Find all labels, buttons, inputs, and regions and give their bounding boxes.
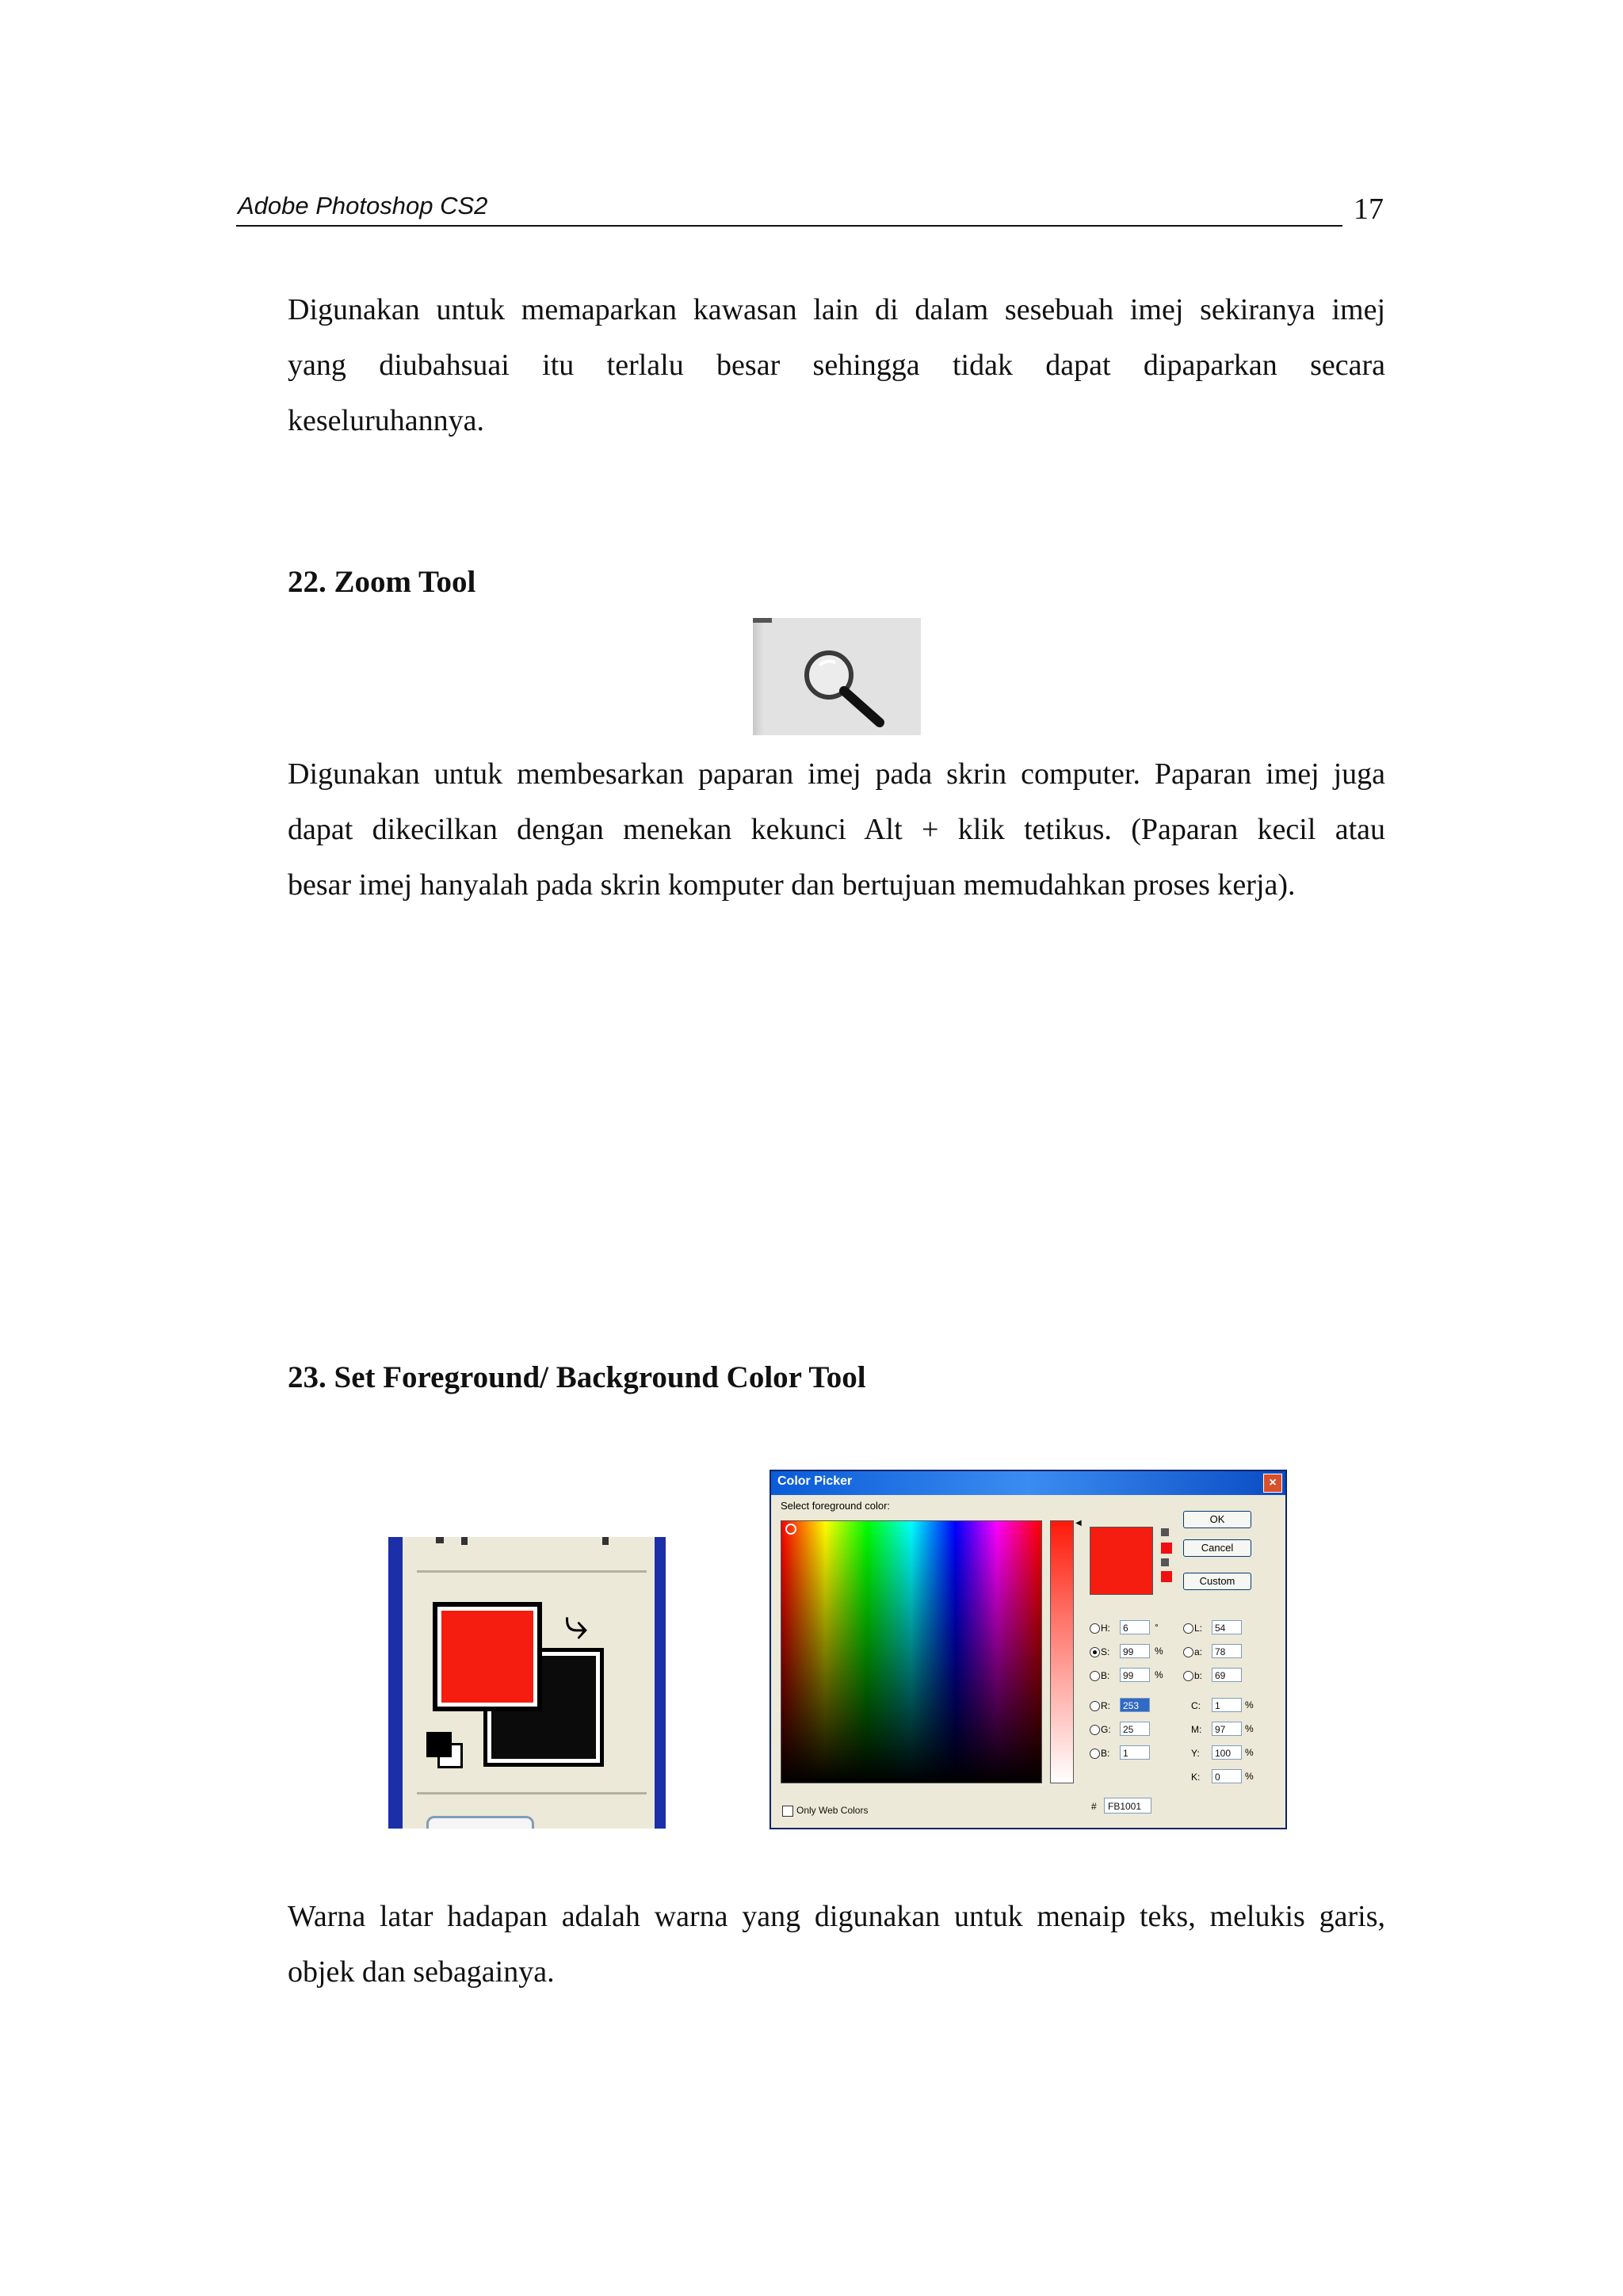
brightness-label: B: bbox=[1101, 1670, 1110, 1681]
hex-input[interactable]: FB1001 bbox=[1104, 1798, 1151, 1814]
saturation-input[interactable]: 99 bbox=[1120, 1644, 1150, 1658]
gamut-color-swatch[interactable] bbox=[1161, 1543, 1172, 1554]
window-border bbox=[655, 1537, 666, 1829]
window-border bbox=[388, 1537, 403, 1829]
brightness-unit: % bbox=[1155, 1669, 1163, 1680]
quick-mask-button[interactable] bbox=[426, 1816, 534, 1829]
saturation-label: S: bbox=[1101, 1646, 1110, 1657]
lab-a-label: a: bbox=[1194, 1646, 1203, 1657]
zoom-tool-paragraph bbox=[288, 746, 1385, 913]
yellow-label: Y: bbox=[1191, 1748, 1200, 1759]
text-line: dapat dikecilkan dengan menekan kekunci Alt + klik tetikus. (Paparan kecil atau bbox=[288, 813, 1385, 846]
tool-fragment bbox=[602, 1537, 609, 1545]
hue-unit: ° bbox=[1155, 1622, 1159, 1633]
close-icon[interactable]: × bbox=[1263, 1474, 1282, 1493]
lab-b-label: b: bbox=[1194, 1670, 1203, 1681]
color-field-marker[interactable] bbox=[785, 1524, 796, 1535]
radio-hue[interactable] bbox=[1090, 1623, 1100, 1634]
color-picker-dialog bbox=[769, 1470, 1287, 1829]
new-color-swatch bbox=[1090, 1527, 1153, 1595]
divider bbox=[417, 1570, 647, 1573]
yellow-unit: % bbox=[1245, 1747, 1254, 1758]
radio-blue[interactable] bbox=[1090, 1749, 1100, 1759]
cyan-input[interactable]: 1 bbox=[1212, 1698, 1242, 1712]
hue-slider[interactable] bbox=[1050, 1520, 1074, 1783]
only-web-colors-label: Only Web Colors bbox=[796, 1805, 869, 1816]
intro-paragraph bbox=[288, 282, 1385, 448]
cyan-label: C: bbox=[1191, 1700, 1201, 1711]
radio-green[interactable] bbox=[1090, 1725, 1100, 1735]
dialog-title: Color Picker bbox=[777, 1474, 853, 1488]
custom-button[interactable]: Custom bbox=[1183, 1573, 1251, 1590]
hex-label: # bbox=[1091, 1801, 1097, 1812]
hue-input[interactable]: 6 bbox=[1120, 1620, 1150, 1634]
radio-lab-l[interactable] bbox=[1183, 1623, 1193, 1634]
page-number: 17 bbox=[1354, 193, 1384, 226]
green-input[interactable]: 25 bbox=[1120, 1722, 1150, 1736]
lab-b-input[interactable]: 69 bbox=[1212, 1668, 1242, 1682]
text-line: Digunakan untuk memaparkan kawasan lain di dalam sesebuah imej sekiranya imej bbox=[288, 293, 1385, 326]
cancel-button[interactable]: Cancel bbox=[1183, 1539, 1251, 1557]
text-line: Warna latar hadapan adalah warna yang digunakan untuk menaip teks, melukis garis, bbox=[288, 1900, 1385, 1933]
swap-arrows-icon[interactable]: ⤷ bbox=[564, 1599, 589, 1649]
color-tool-heading: 23. Set Foreground/ Background Color Tool bbox=[288, 1360, 866, 1394]
text-line: objek dan sebagainya. bbox=[288, 1955, 555, 1989]
text-line: keseluruhannya. bbox=[288, 404, 484, 437]
saturation-unit: % bbox=[1155, 1646, 1163, 1657]
foreground-color-swatch[interactable] bbox=[433, 1602, 542, 1711]
magenta-label: M: bbox=[1191, 1724, 1202, 1735]
color-field[interactable] bbox=[781, 1520, 1042, 1783]
lab-a-input[interactable]: 78 bbox=[1212, 1644, 1242, 1658]
header-rule bbox=[236, 225, 1342, 227]
red-label: R: bbox=[1101, 1700, 1110, 1711]
web-safe-color-swatch[interactable] bbox=[1161, 1571, 1172, 1582]
tool-fragment bbox=[461, 1537, 468, 1545]
text-line: yang diubahsuai itu terlalu besar sehingga tidak dapat dipaparkan secara bbox=[288, 349, 1385, 382]
web-safe-warning-icon bbox=[1161, 1558, 1169, 1566]
slider-arrow-icon[interactable]: ◀ bbox=[1075, 1519, 1082, 1527]
ok-button[interactable]: OK bbox=[1183, 1511, 1251, 1528]
red-input[interactable]: 253 bbox=[1120, 1698, 1150, 1712]
brightness-input[interactable]: 99 bbox=[1120, 1668, 1150, 1682]
lab-l-input[interactable]: 54 bbox=[1212, 1620, 1242, 1634]
zoom-tool-heading: 22. Zoom Tool bbox=[288, 565, 476, 599]
text-line: besar imej hanyalah pada skrin komputer dan bertujuan memudahkan proses kerja). bbox=[288, 868, 1296, 902]
lab-l-label: L: bbox=[1194, 1623, 1203, 1634]
cyan-unit: % bbox=[1245, 1699, 1254, 1711]
yellow-input[interactable]: 100 bbox=[1212, 1745, 1242, 1760]
black-unit: % bbox=[1245, 1771, 1254, 1782]
hue-label: H: bbox=[1101, 1623, 1110, 1634]
default-colors-icon-front bbox=[426, 1732, 452, 1757]
radio-lab-a[interactable] bbox=[1183, 1647, 1193, 1657]
magnifier-icon bbox=[753, 618, 921, 735]
radio-brightness[interactable] bbox=[1090, 1671, 1100, 1681]
black-input[interactable]: 0 bbox=[1212, 1769, 1242, 1783]
radio-red[interactable] bbox=[1090, 1701, 1100, 1711]
tool-fragment bbox=[436, 1537, 444, 1543]
magenta-input[interactable]: 97 bbox=[1212, 1722, 1242, 1736]
radio-lab-b[interactable] bbox=[1183, 1671, 1193, 1681]
divider bbox=[417, 1792, 647, 1794]
toolbox-color-swatches bbox=[388, 1537, 666, 1829]
green-label: G: bbox=[1101, 1724, 1111, 1735]
zoom-tool-image bbox=[753, 618, 921, 735]
header-title: Adobe Photoshop CS2 bbox=[238, 192, 488, 219]
only-web-colors-checkbox[interactable] bbox=[782, 1806, 793, 1817]
dialog-prompt: Select foreground color: bbox=[781, 1500, 891, 1512]
magenta-unit: % bbox=[1245, 1723, 1254, 1734]
color-tool-paragraph bbox=[288, 1889, 1385, 2000]
blue-input[interactable]: 1 bbox=[1120, 1745, 1150, 1760]
gamut-warning-icon bbox=[1161, 1528, 1169, 1536]
text-line: Digunakan untuk membesarkan paparan imej pada skrin computer. Paparan imej juga bbox=[288, 757, 1385, 791]
radio-saturation[interactable] bbox=[1090, 1647, 1100, 1657]
black-label: K: bbox=[1191, 1772, 1201, 1783]
blue-label: B: bbox=[1101, 1748, 1110, 1759]
